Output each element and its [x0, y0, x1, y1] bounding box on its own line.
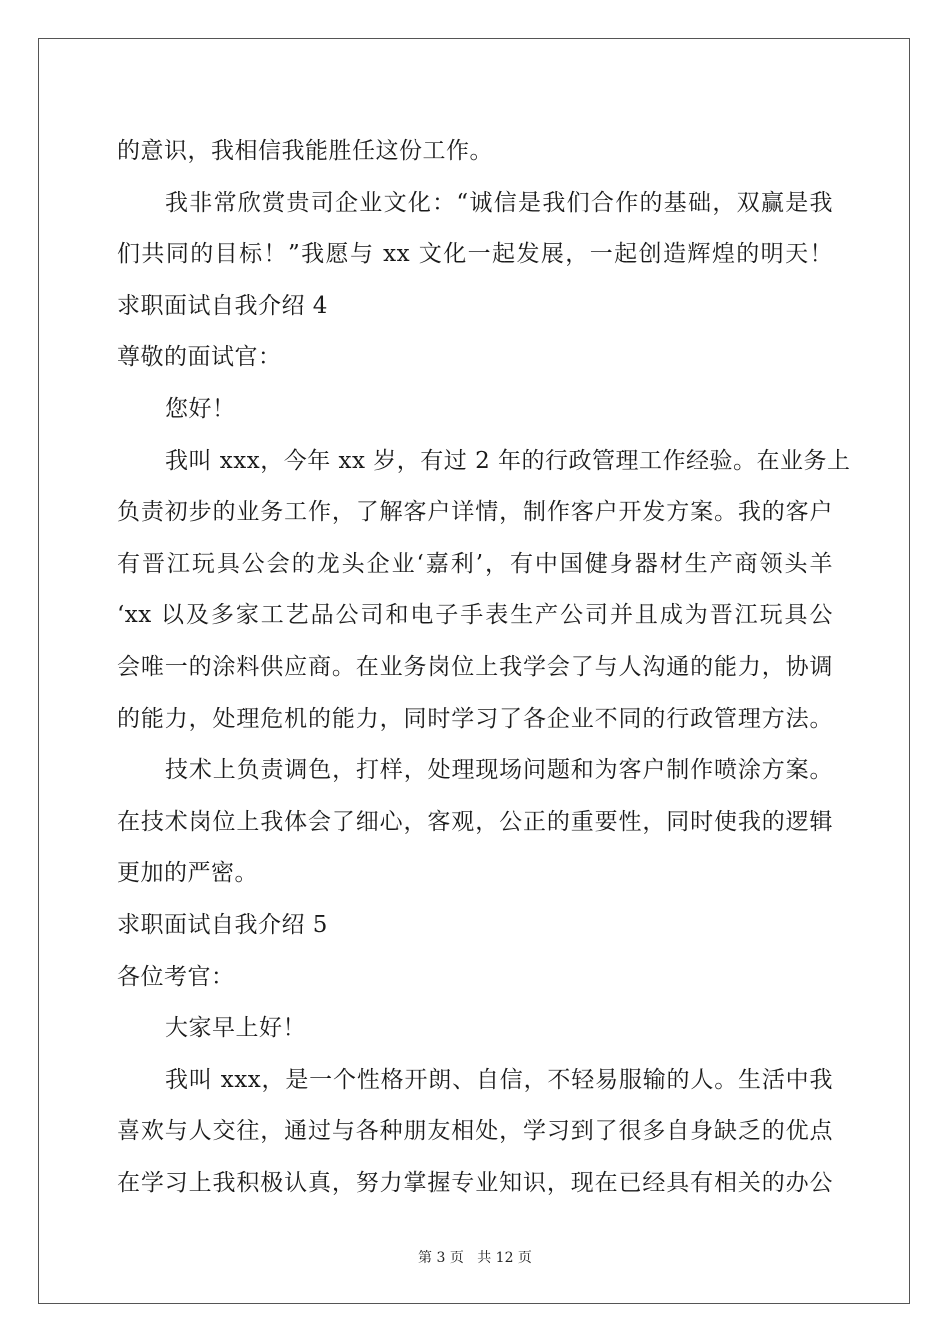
paragraph-line: 喜欢与人交往，通过与各种朋友相处，学习到了很多自身缺乏的优点 [117, 1118, 833, 1145]
section-heading: 求职面试自我介绍 4 [117, 292, 328, 319]
paragraph-line: 有晋江玩具公会的龙头企业‘嘉利’，有中国健身器材生产商领头羊 [117, 550, 833, 577]
paragraph-line: 我叫 xxx，今年 xx 岁，有过 2 年的行政管理工作经验。在业务上 [165, 447, 851, 474]
salutation: 各位考官： [117, 963, 235, 990]
paragraph-line: 的意识，我相信我能胜任这份工作。 [117, 138, 493, 164]
paragraph-line: 更加的严密。 [117, 860, 258, 887]
paragraph-line: 在技术岗位上我体会了细心，客观，公正的重要性，同时使我的逻辑 [117, 808, 833, 835]
paragraph-line: 们共同的目标！”我愿与 xx 文化一起发展，一起创造辉煌的明天！ [117, 241, 833, 268]
salutation: 尊敬的面试官： [117, 344, 282, 371]
greeting: 大家早上好！ [165, 1015, 306, 1042]
paragraph-line: 技术上负责调色，打样，处理现场问题和为客户制作喷涂方案。 [165, 757, 833, 784]
paragraph-line: ‘xx 以及多家工艺品公司和电子手表生产公司并且成为晋江玩具公 [117, 602, 833, 629]
paragraph-line: 我叫 xxx，是一个性格开朗、自信，不轻易服输的人。生活中我 [165, 1066, 833, 1093]
page-total: 共 12 页 [477, 1250, 532, 1266]
document-body [117, 126, 851, 1209]
paragraph-line: 我非常欣赏贵司企业文化：“诚信是我们合作的基础，双赢是我 [165, 189, 833, 216]
paragraph-line: 在学习上我积极认真，努力掌握专业知识，现在已经具有相关的办公 [117, 1169, 833, 1196]
page-footer [0, 1247, 950, 1267]
page-number: 第 3 页 [418, 1250, 464, 1266]
paragraph-line: 的能力，处理危机的能力，同时学习了各企业不同的行政管理方法。 [117, 705, 833, 732]
paragraph-line: 会唯一的涂料供应商。在业务岗位上我学会了与人沟通的能力，协调 [117, 653, 833, 680]
greeting: 您好！ [165, 395, 236, 422]
section-heading: 求职面试自我介绍 5 [117, 911, 328, 938]
paragraph-line: 负责初步的业务工作，了解客户详情，制作客户开发方案。我的客户 [117, 499, 833, 526]
